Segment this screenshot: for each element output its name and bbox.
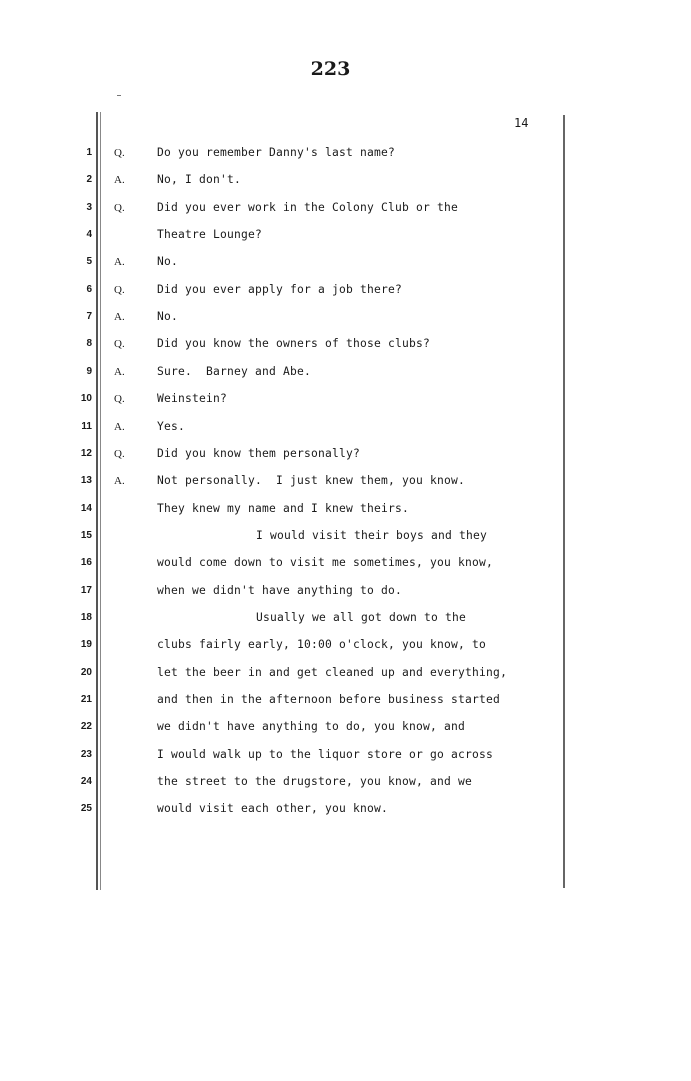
- speaker-label: A.: [114, 311, 125, 323]
- speaker-label: Q.: [114, 284, 125, 296]
- line-number: 20: [80, 667, 92, 678]
- transcript-line: would come down to visit me sometimes, you know,: [157, 556, 494, 569]
- line-number: 5: [86, 256, 92, 267]
- transcript-line: Did you ever apply for a job there?: [157, 283, 403, 296]
- line-number: 4: [86, 229, 92, 240]
- transcript-line: clubs fairly early, 10:00 o'clock, you know, to: [157, 638, 487, 651]
- transcript-line: Weinstein?: [157, 392, 228, 405]
- transcript-line: Did you ever work in the Colony Club or the: [157, 201, 459, 214]
- line-number: 14: [80, 503, 92, 514]
- line-number: 1: [86, 147, 92, 158]
- transcript-line: I would visit their boys and they: [256, 529, 488, 542]
- transcript-line: Yes.: [157, 420, 186, 433]
- speaker-label: Q.: [114, 147, 125, 159]
- left-margin-rule: [96, 112, 101, 890]
- scan-speck: [117, 95, 121, 96]
- transcript-line: Did you know them personally?: [157, 447, 361, 460]
- line-number: 15: [80, 530, 92, 541]
- transcript-line: No, I don't.: [157, 173, 242, 186]
- transcript-page-number: 14: [514, 116, 529, 130]
- line-number: 12: [80, 448, 92, 459]
- transcript-line: No.: [157, 310, 179, 323]
- right-margin-rule: [563, 115, 565, 888]
- line-number: 19: [80, 639, 92, 650]
- transcript-line: let the beer in and get cleaned up and everything,: [157, 666, 508, 679]
- transcript-line: would visit each other, you know.: [157, 802, 389, 815]
- transcript-line: Do you remember Danny's last name?: [157, 146, 396, 159]
- transcript-line: Did you know the owners of those clubs?: [157, 337, 431, 350]
- transcript-line: No.: [157, 255, 179, 268]
- transcript-line: and then in the afternoon before business started: [157, 693, 501, 706]
- line-number: 22: [80, 721, 92, 732]
- transcript-line: we didn't have anything to do, you know, and: [157, 720, 466, 733]
- line-number: 17: [80, 585, 92, 596]
- transcript-line: Theatre Lounge?: [157, 228, 263, 241]
- line-number: 18: [80, 612, 92, 623]
- transcript-line: Usually we all got down to the: [256, 611, 467, 624]
- line-number: 24: [80, 776, 92, 787]
- line-number: 16: [80, 557, 92, 568]
- speaker-label: Q.: [114, 202, 125, 214]
- transcript-line: They knew my name and I knew theirs.: [157, 502, 410, 515]
- transcript-line: the street to the drugstore, you know, and we: [157, 775, 473, 788]
- line-number: 6: [86, 284, 92, 295]
- speaker-label: A.: [114, 366, 125, 378]
- line-number: 11: [81, 421, 92, 432]
- speaker-label: A.: [114, 421, 125, 433]
- line-number: 8: [86, 338, 92, 349]
- line-number: 9: [86, 366, 92, 377]
- speaker-label: Q.: [114, 338, 125, 350]
- line-number: 2: [86, 174, 92, 185]
- transcript-line: I would walk up to the liquor store or go across: [157, 748, 494, 761]
- line-number: 23: [80, 749, 92, 760]
- transcript-line: Not personally. I just knew them, you know.: [157, 474, 466, 487]
- speaker-label: A.: [114, 256, 125, 268]
- speaker-label: A.: [114, 174, 125, 186]
- line-number: 21: [80, 694, 92, 705]
- speaker-label: Q.: [114, 448, 125, 460]
- transcript-line: Sure. Barney and Abe.: [157, 365, 312, 378]
- speaker-label: Q.: [114, 393, 125, 405]
- line-number: 25: [80, 803, 92, 814]
- line-number: 7: [86, 311, 92, 322]
- line-number: 10: [80, 393, 92, 404]
- page-number: 223: [310, 58, 351, 80]
- line-number: 13: [80, 475, 92, 486]
- transcript-line: when we didn't have anything to do.: [157, 584, 403, 597]
- speaker-label: A.: [114, 475, 125, 487]
- line-number: 3: [86, 202, 92, 213]
